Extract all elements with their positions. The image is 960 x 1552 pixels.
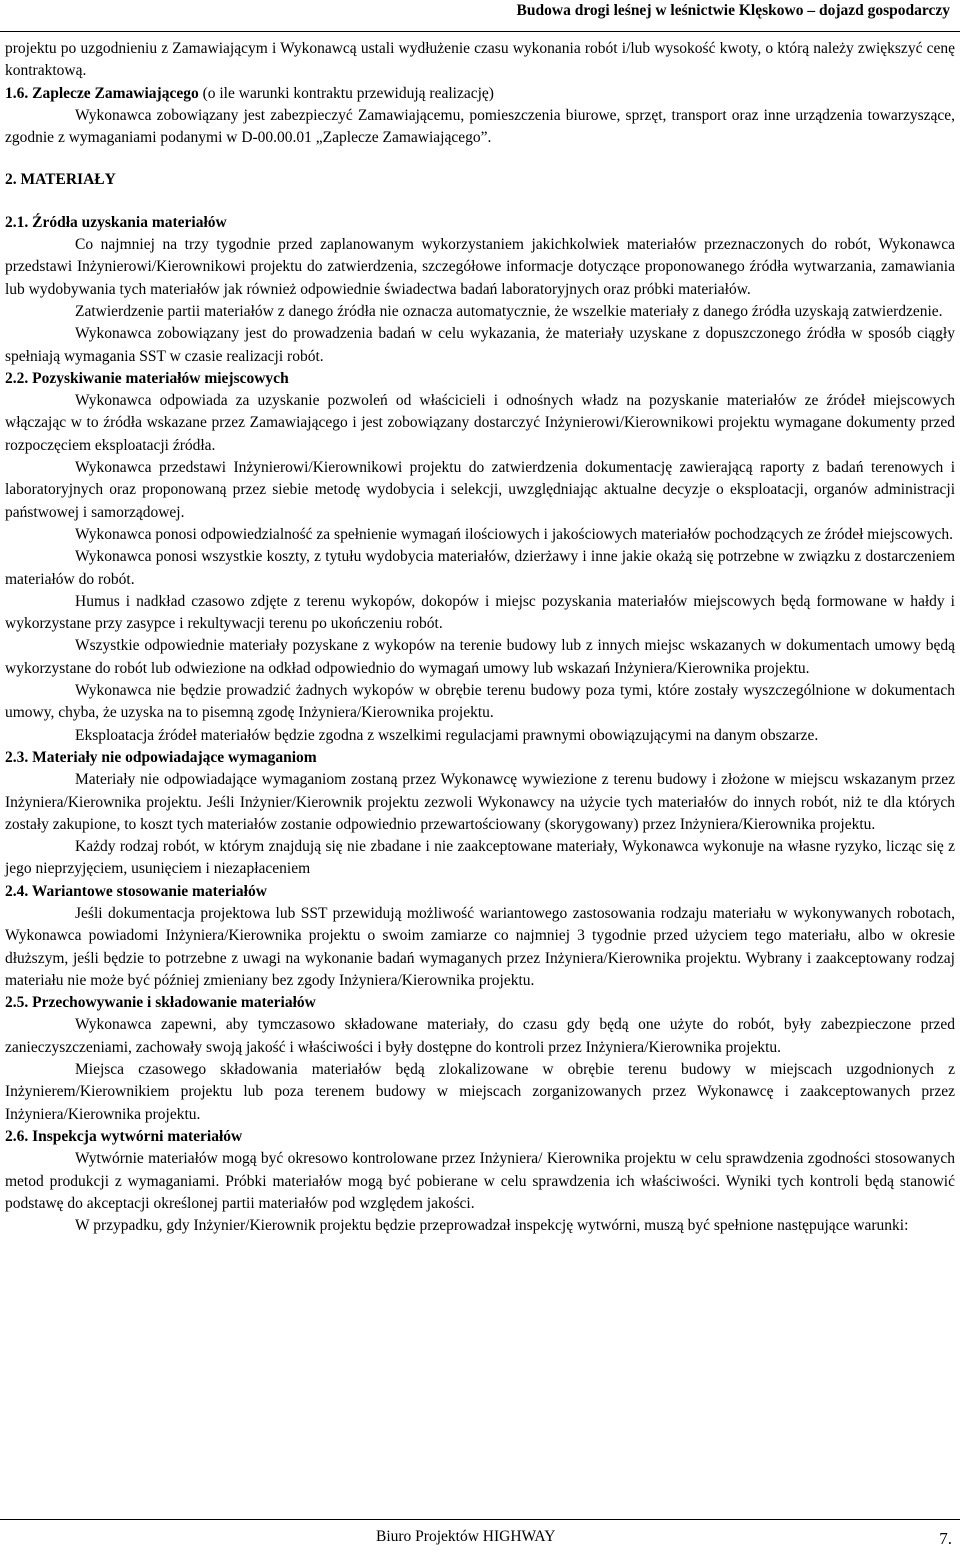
section-2-1-heading: 2.1. Źródła uzyskania materiałów [5,213,227,231]
section-2-5-heading: 2.5. Przechowywanie i składowanie materiałów [5,994,316,1012]
paragraph: Humus i nadkład czasowo zdjęte z terenu wykopów, dokopów i miejsc pozyskania materiałów miejscowych będą formowane w hałdy i wykorzystane przy zasypce i rekultywacji terenu po ukończeniu robót. [5,592,955,633]
page-footer [0,1519,960,1552]
section-1-6-title: Zaplecze Zamawiającego [32,84,199,102]
paragraph: Eksploatacja źródeł materiałów będzie zgodna z wszelkimi regulacjami prawnymi obowiązującymi na danym obszarze. [75,726,819,744]
section-2-6-heading: 2.6. Inspekcja wytwórni materiałów [5,1127,243,1145]
section-2-heading: 2. MATERIAŁY [5,171,116,189]
paragraph: Wykonawca przedstawi Inżynierowi/Kierownikowi projektu do zatwierdzenia dokumentację zawierającą raporty z badań terenowych i laboratoryjnych oraz proponowaną przez siebie metodę wydobycia i selekcji, uwzględniając aktualne decyzje o eksploatacji, organów administracji państwowej i samorządowej. [5,459,955,521]
spacer [5,149,955,169]
paragraph: Zatwierdzenie partii materiałów z danego źródła nie oznacza automatycznie, że wszelkie materiały z danego źródła uzyskają zatwierdzenie. [75,302,943,320]
paragraph: Jeśli dokumentacja projektowa lub SST przewidują możliwość wariantowego zastosowania rodzaju materiału w wykonywanych robotach, Wykonawca powiadomi Inżyniera/Kierownika projektu o swoim zamiarze co najmniej 3 tygodnie przed użyciem tego materiału, albo w okresie dłuższym, jeśli będzie to potrzebne z uwagi na wykonanie badań wymaganych przez Inżyniera/Kierownika projektu. Wybrany i zaakceptowany rodzaj materiału nie może być później zmieniany bez zgody Inżyniera/Kierownika projektu. [5,904,955,989]
paragraph: W przypadku, gdy Inżynier/Kierownik projektu będzie przeprowadzał inspekcję wytwórni, muszą być spełnione następujące warunki: [75,1217,909,1235]
paragraph: Wykonawca nie będzie prowadzić żadnych wykopów w obrębie terenu budowy poza tymi, które zostały wyszczególnione w dokumentach umowy, chyba, że uzyska na to pisemną zgodę Inżyniera/Kierownika projektu. [5,682,955,722]
footer-rule [0,1519,960,1520]
section-1-6-number: 1.6. [5,84,29,102]
paragraph: Wszystkie odpowiednie materiały pozyskane z wykopów na terenie budowy lub z innych miejsc wskazanych w dokumentach umowy będą wykorzystane do robót lub odwiezione na odkład odpowiednio do wymagań umowy lub wskazań Inżyniera/Kierownika projektu. [5,637,955,677]
intro-continuation: projektu po uzgodnieniu z Zamawiającym i Wykonawcą ustali wydłużenie czasu wykonania robót i/lub wysokość kwoty, o którą należy zwiększyć cenę kontraktową. [5,40,955,80]
header-title: Budowa drogi leśnej w leśnictwie Klęskowo – dojazd gospodarczy [516,2,950,19]
paragraph: Wykonawca zobowiązany jest do prowadzenia badań w celu wykazania, że materiały uzyskane z dopuszczonego źródła w sposób ciągły spełniają wymagania SST w czasie realizacji robót. [5,325,955,365]
paragraph: Wykonawca ponosi wszystkie koszty, z tytułu wydobycia materiałów, dzierżawy i inne jakie okażą się potrzebne w związku z dostarczeniem materiałów do robót. [5,548,955,588]
paragraph: Wykonawca zapewni, aby tymczasowo składowane materiały, do czasu gdy będą one użyte do robót, były zabezpieczone przed zanieczyszczeniami, zachowały swoją jakość i właściwości i były dostępne do kontroli przez Inżyniera/Kierownika projektu. [5,1016,955,1056]
document-body [5,38,955,1237]
paragraph: Każdy rodzaj robót, w którym znajdują się nie zbadane i nie zaakceptowane materiały, Wykonawca wykonuje na własne ryzyko, licząc się z jego nieprzyjęciem, usunięciem i niezapłaceniem [5,838,955,878]
paragraph: Materiały nie odpowiadające wymaganiom zostaną przez Wykonawcę wywiezione z terenu budowy i złożone w miejscu wskazanym przez Inżyniera/Kierownika projektu. Jeśli Inżynier/Kierownik projektu zezwoli Wykonawcy na użycie tych materiałów do innych robót, niż te dla których zostały zakupione, to koszt tych materiałów zostanie odpowiednio przewartościowany (skorygowany) przez Inżyniera/Kierownika projektu. [5,771,955,833]
section-1-6-heading [5,83,955,105]
section-2-4-heading: 2.4. Wariantowe stosowanie materiałów [5,882,267,900]
paragraph: Wykonawca ponosi odpowiedzialność za spełnienie wymagań ilościowych i jakościowych materiałów pochodzących ze źródeł miejscowych. [75,525,953,543]
section-1-6-paragraph: Wykonawca zobowiązany jest zabezpieczyć Zamawiającemu, pomieszczenia biurowe, sprzęt, transport oraz inne urządzenia towarzyszące, zgodnie z wymaganiami podanymi w D-00.00.01 „Zaplecze Zamawiającego”. [5,106,955,147]
paragraph: Miejsca czasowego składowania materiałów będą zlokalizowane w obrębie terenu budowy w miejscach uzgodnionych z Inżynierem/Kierownikiem projektu lub poza terenem budowy w miejscach zorganizowanych przez Wykonawcę i zaakceptowanych przez Inżyniera/Kierownika projektu. [5,1061,955,1123]
page-number: 7. [939,1529,952,1548]
paragraph: Wykonawca odpowiada za uzyskanie pozwoleń od właścicieli i odnośnych władz na pozyskanie materiałów ze źródeł miejscowych włączając w to źródła wskazane przez Zamawiającego i jest zobowiązany dostarczyć Inżynierowi/Kierownikowi projektu wymagane dokumenty przed rozpoczęciem eksploatacji źródła. [5,392,955,454]
footer-office: Biuro Projektów HIGHWAY [376,1528,556,1545]
section-1-6-title-rest: (o ile warunki kontraktu przewidują realizację) [202,84,494,102]
page-header [0,0,960,32]
paragraph: Wytwórnie materiałów mogą być okresowo kontrolowane przez Inżyniera/ Kierownika projektu w celu sprawdzenia zgodności stosowanych metod produkcji z wymaganiami. Próbki materiałów mogą być pobierane w celu sprawdzenia ich właściwości. Wyniki tych kontroli będą stanowić podstawę do akceptacji określonej partii materiałów pod względem jakości. [5,1150,955,1212]
spacer [5,192,955,212]
paragraph: Co najmniej na trzy tygodnie przed zaplanowanym wykorzystaniem jakichkolwiek materiałów przeznaczonych do robót, Wykonawca przedstawi Inżynierowi/Kierownikowi projektu do zatwierdzenia, szczegółowe informacje dotyczące proponowanego źródła wytwarzania, zamawiania lub wydobywania tych materiałów jak również odpowiednie świadectwa badań laboratoryjnych oraz próbki materiałów. [5,236,955,298]
section-2-3-heading: 2.3. Materiały nie odpowiadające wymaganiom [5,748,317,766]
section-2-2-heading: 2.2. Pozyskiwanie materiałów miejscowych [5,369,289,387]
